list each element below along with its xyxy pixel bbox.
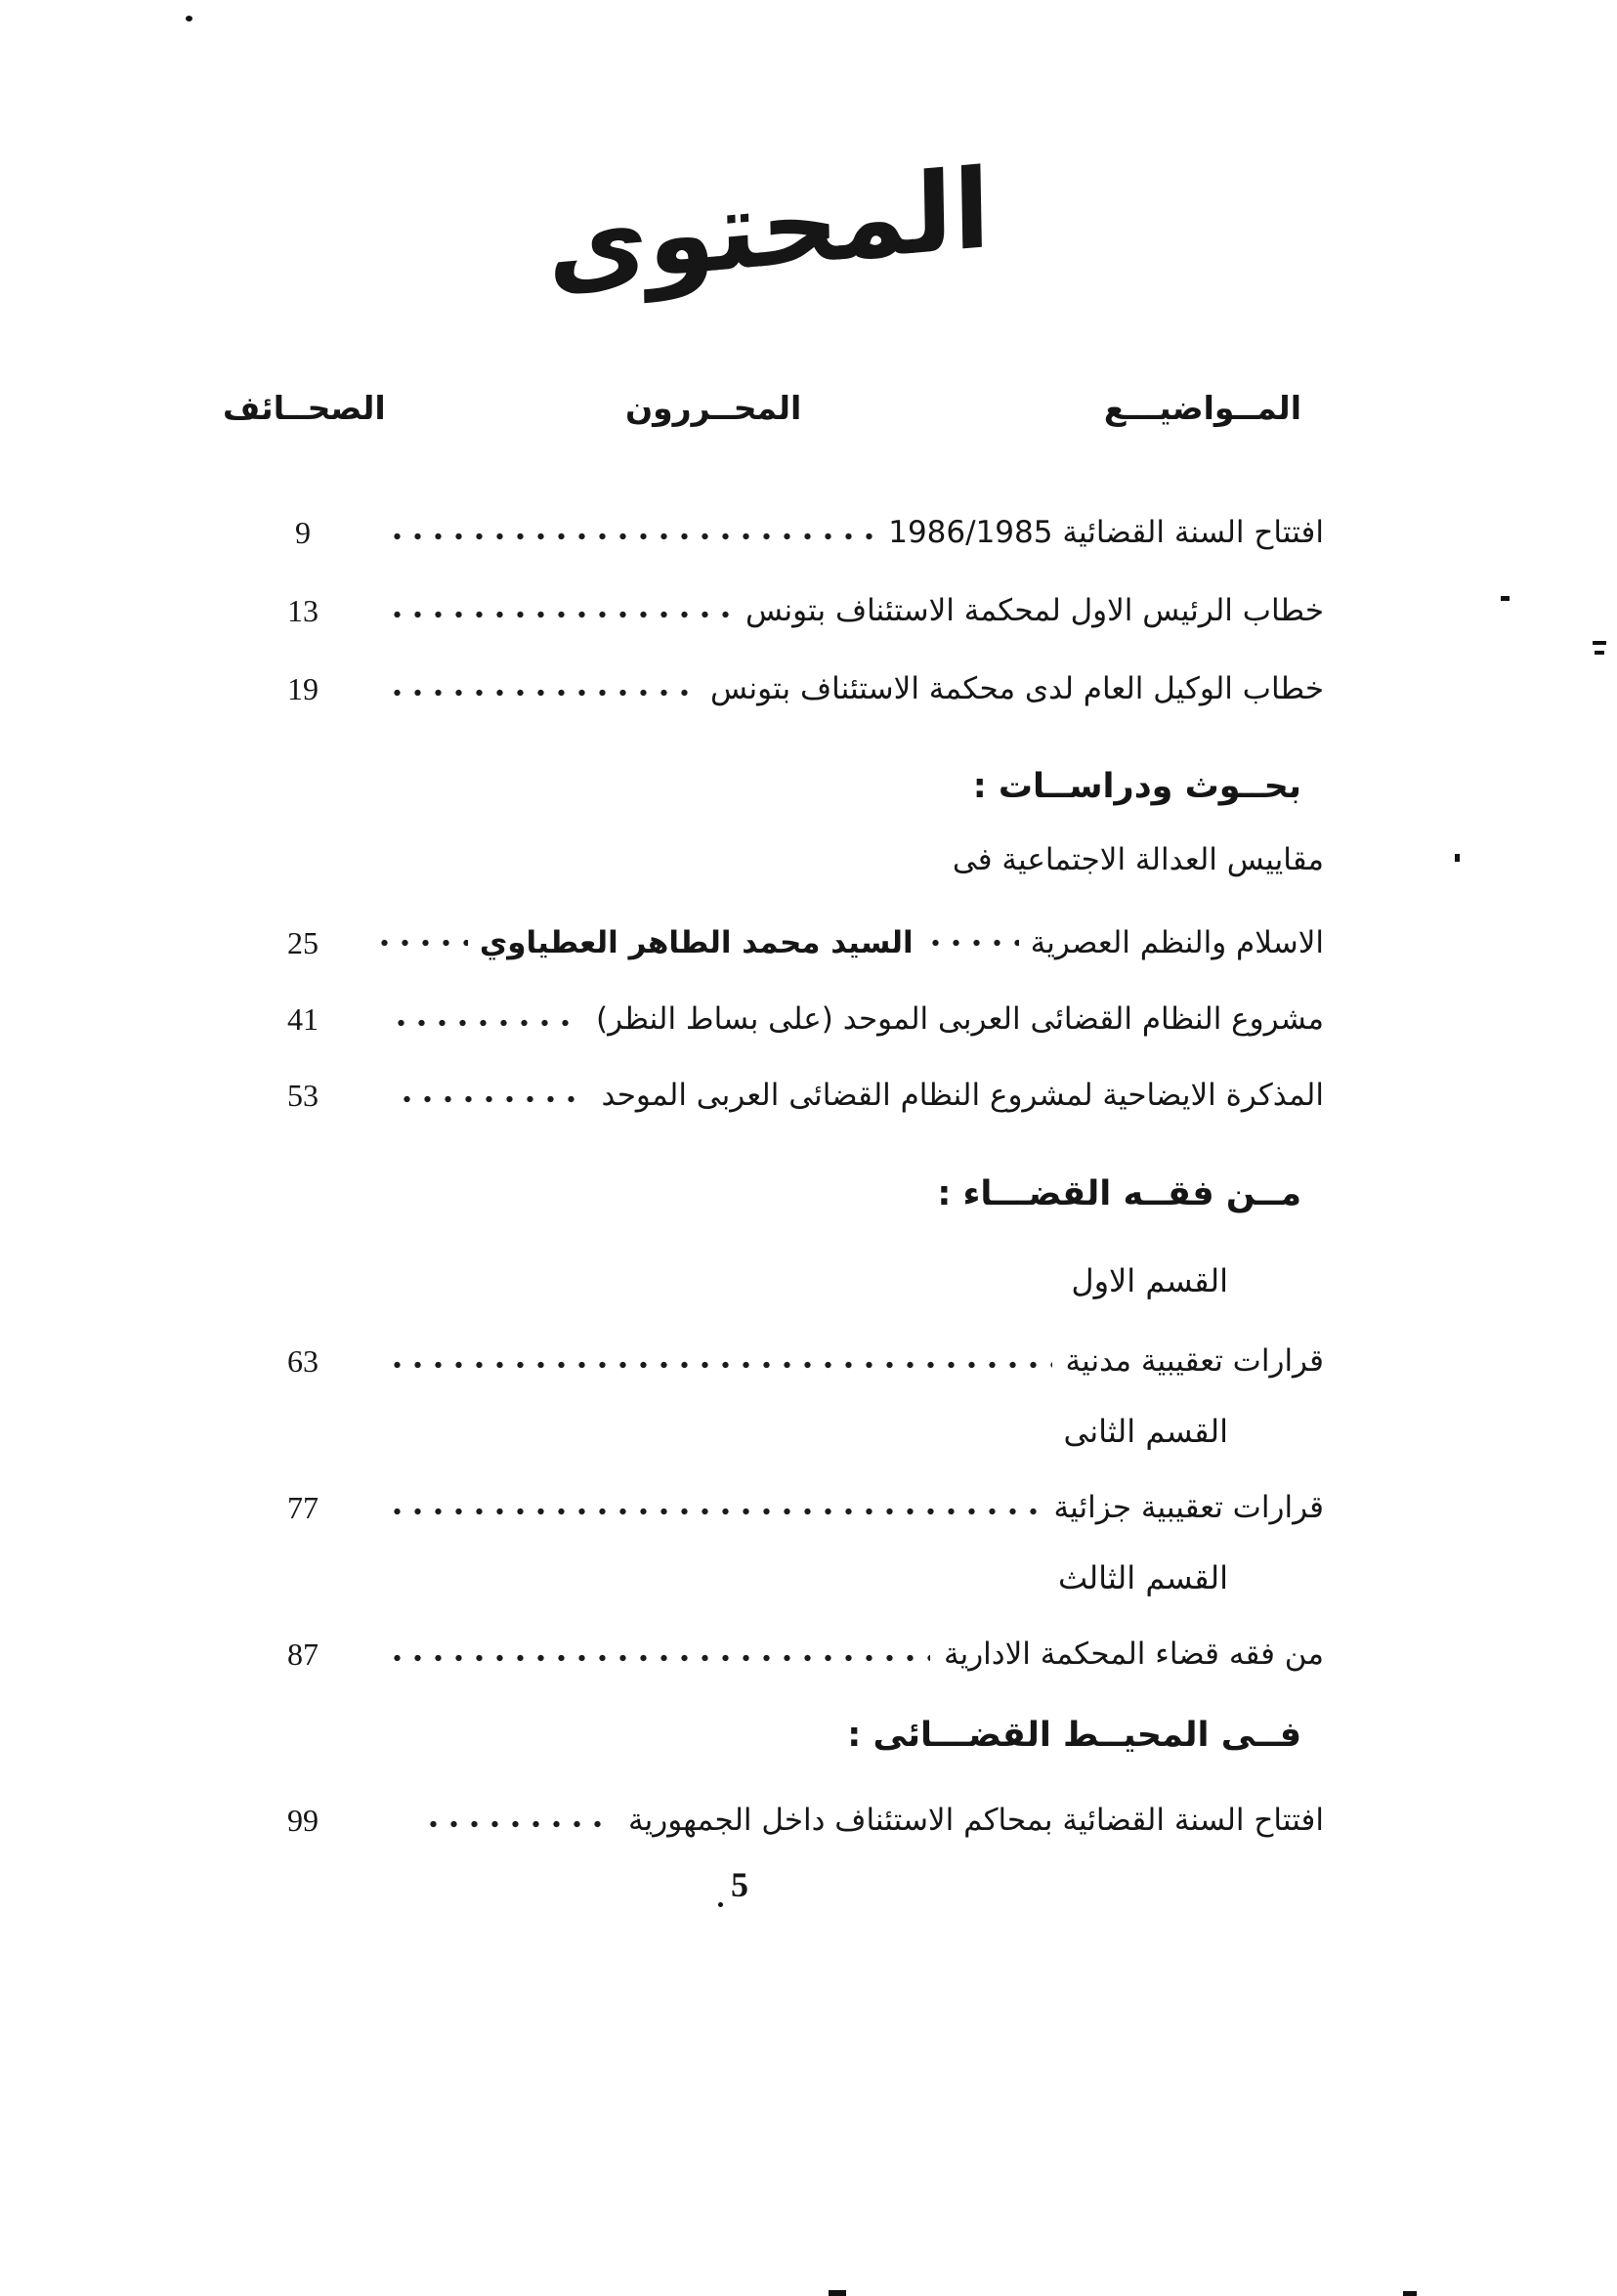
toc-entry-wrapped-line: مقاييس العدالة الاجتماعية فى <box>952 842 1324 877</box>
section-heading-studies: بحــوث ودراســات : <box>972 767 1301 806</box>
subsection-part-one: القسم الاول <box>1071 1262 1228 1299</box>
toc-page-number: 77 <box>287 1489 319 1525</box>
toc-entry <box>264 1337 1324 1385</box>
toc-entry <box>264 586 1324 635</box>
page-title: المحتوى <box>546 145 992 312</box>
toc-entry <box>264 995 1324 1043</box>
toc-page-number: 9 <box>295 514 311 550</box>
column-header-editors: المحــررون <box>625 389 802 427</box>
subsection-part-three: القسم الثالث <box>1057 1559 1228 1596</box>
toc-entry-title: من فقه قضاء المحكمة الادارية <box>943 1637 1324 1672</box>
toc-page-number: 99 <box>287 1802 319 1838</box>
scan-edge-mark <box>1403 2291 1417 2296</box>
scan-speck <box>1455 854 1460 862</box>
dot-leader <box>387 688 697 698</box>
section-heading-judicial-sphere: فــى المحيــط القضـــائى : <box>847 1716 1301 1755</box>
folio-page-number: 5 <box>731 1865 748 1904</box>
dot-leader <box>397 1094 588 1104</box>
section-heading-jurisprudence: مــن فقــه القضـــاء : <box>937 1174 1301 1213</box>
toc-entry-title: الاسلام والنظم العصرية <box>1030 925 1324 960</box>
dot-leader <box>387 1507 1041 1516</box>
toc-entry <box>264 1483 1324 1532</box>
dot-leader <box>387 1360 1052 1370</box>
toc-page-number: 53 <box>287 1077 319 1113</box>
toc-page-number: 63 <box>287 1342 319 1379</box>
toc-entry-title: افتتاح السنة القضائية 1986/1985 <box>888 515 1324 550</box>
toc-entry <box>264 1630 1324 1679</box>
toc-entry <box>264 1796 1324 1845</box>
toc-entry <box>264 1071 1324 1120</box>
scan-speck <box>1595 651 1604 655</box>
column-header-pages: الصحــائف <box>223 389 386 427</box>
toc-entry-title: خطاب الوكيل العام لدى محكمة الاستئناف بتونس <box>710 671 1324 706</box>
scan-speck <box>1593 641 1606 645</box>
toc-page-number: 25 <box>287 924 319 960</box>
scan-speck <box>718 1902 723 1907</box>
dot-leader <box>374 938 468 948</box>
toc-page-number: 13 <box>287 592 319 628</box>
toc-entry-title: افتتاح السنة القضائية بمحاكم الاستئناف داخل الجمهورية <box>628 1803 1324 1838</box>
dot-leader <box>925 938 1019 948</box>
toc-page-number: 41 <box>287 1000 319 1037</box>
toc-entry <box>264 664 1324 713</box>
toc-entry-author: السيد محمد الطاهر العطياوي <box>479 925 914 960</box>
dot-leader <box>391 1018 582 1028</box>
toc-entry-title: قرارات تعقيبية جزائية <box>1053 1490 1324 1525</box>
dot-leader <box>423 1819 615 1829</box>
dot-leader <box>387 610 732 619</box>
toc-entry <box>264 508 1324 557</box>
toc-entry <box>264 918 1324 967</box>
subsection-part-two: القسم الثانى <box>1063 1413 1228 1450</box>
column-header-topics: المــواضيـــع <box>1103 389 1301 427</box>
dot-leader <box>387 531 874 541</box>
toc-entry-title: مشروع النظام القضائى العربى الموحد (على بساط النظر) <box>596 1001 1324 1037</box>
scan-edge-mark <box>829 2290 846 2296</box>
toc-entry-title: المذكرة الايضاحية لمشروع النظام القضائى العربى الموحد <box>601 1078 1324 1113</box>
dot-leader <box>387 1653 930 1663</box>
toc-page-number: 19 <box>287 670 319 706</box>
scan-speck <box>186 16 192 21</box>
toc-entry-title: خطاب الرئيس الاول لمحكمة الاستئناف بتونس <box>745 593 1324 628</box>
toc-entry-title: قرارات تعقيبية مدنية <box>1065 1343 1324 1379</box>
toc-page-number: 87 <box>287 1636 319 1672</box>
scan-speck <box>1501 596 1510 601</box>
